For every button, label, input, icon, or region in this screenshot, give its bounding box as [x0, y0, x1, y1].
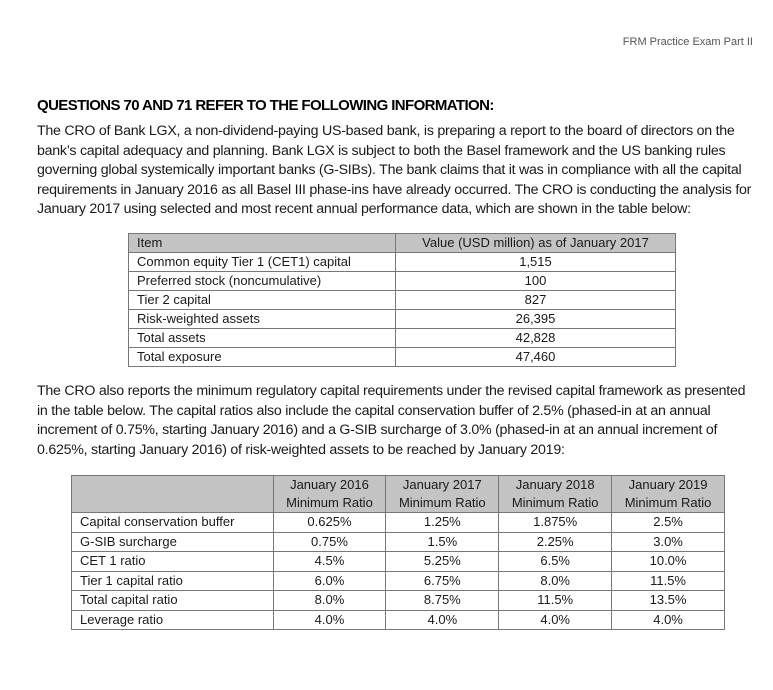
column-header-2019	[612, 476, 725, 513]
table-header-row	[129, 234, 676, 253]
row-label: G-SIB surcharge	[72, 532, 274, 552]
header-line2: Minimum Ratio	[511, 495, 599, 510]
column-header-blank	[72, 476, 274, 513]
intro-text: The CRO of Bank LGX, a non-dividend-paying US-based bank, is preparing a report to the board of directors on the bank’s capital adequacy and planning. Bank LGX is subject to both the Basel framework and the US banking rules governing global systemically important banks (G-SIBs). The bank claims that it was in compliance with all the capital requirements in January 2016 as all Basel III phase-ins have already occurred. The CRO is conducting the analysis for January 2017 using selected and most recent annual performance data, which are shown in the table below:	[37, 123, 752, 218]
header-line2: Minimum Ratio	[286, 495, 373, 510]
row-label: Leverage ratio	[72, 610, 274, 630]
bank-data-table	[128, 233, 676, 367]
cell-2016: 6.0%	[273, 571, 386, 591]
table-row	[129, 310, 676, 329]
followup-text: The CRO also reports the minimum regulatory capital requirements under the revised capital framework as presented in the table below. The capital ratios also include the capital conservation buffer of 2.5% (phased-in at an annual increment of 0.75%, starting January 2016) and a G-SIB surcharge of 3.0% (phased-in at an annual increment of 0.625%, starting January 2016) of risk-weighted assets to be reached by January 2019:	[37, 383, 746, 458]
row-label: Risk-weighted assets	[129, 310, 396, 329]
column-header-item: Item	[129, 234, 396, 253]
cell-2016: 4.0%	[273, 610, 386, 630]
row-label: Preferred stock (noncumulative)	[129, 272, 396, 291]
header-line1: January 2018	[515, 477, 595, 492]
cell-2019: 11.5%	[612, 571, 725, 591]
header-line1: January 2019	[628, 477, 708, 492]
table-row	[72, 513, 725, 533]
table-row	[72, 571, 725, 591]
table-row	[129, 253, 676, 272]
intro-paragraph	[37, 122, 757, 220]
column-header-2017	[386, 476, 499, 513]
row-label: Total exposure	[129, 348, 396, 367]
header-line2: Minimum Ratio	[624, 495, 712, 510]
cell-2017: 1.5%	[386, 532, 499, 552]
row-label: Capital conservation buffer	[72, 513, 274, 533]
cell-2018: 6.5%	[499, 552, 612, 572]
row-label: CET 1 ratio	[72, 552, 274, 572]
cell-2018: 1.875%	[499, 513, 612, 533]
cell-2017: 5.25%	[386, 552, 499, 572]
table-header-row	[72, 476, 725, 513]
table-row	[72, 552, 725, 572]
row-label: Total capital ratio	[72, 591, 274, 611]
row-label: Common equity Tier 1 (CET1) capital	[129, 253, 396, 272]
cell-2018: 4.0%	[499, 610, 612, 630]
row-label: Tier 2 capital	[129, 291, 396, 310]
cell-2017: 4.0%	[386, 610, 499, 630]
header-line1: January 2016	[290, 477, 369, 492]
cell-2017: 8.75%	[386, 591, 499, 611]
row-value: 100	[396, 272, 676, 291]
cell-2016: 8.0%	[273, 591, 386, 611]
followup-paragraph	[37, 382, 757, 460]
column-header-value: Value (USD million) as of January 2017	[396, 234, 676, 253]
page-header: FRM Practice Exam Part II	[622, 36, 753, 48]
table-row	[72, 610, 725, 630]
cell-2017: 1.25%	[386, 513, 499, 533]
row-value: 26,395	[396, 310, 676, 329]
row-value: 47,460	[396, 348, 676, 367]
table-row	[129, 348, 676, 367]
header-line1: January 2017	[402, 477, 482, 492]
row-value: 1,515	[396, 253, 676, 272]
column-header-2018	[499, 476, 612, 513]
cell-2019: 2.5%	[612, 513, 725, 533]
cell-2018: 8.0%	[499, 571, 612, 591]
row-value: 827	[396, 291, 676, 310]
table-row	[129, 329, 676, 348]
cell-2016: 0.625%	[273, 513, 386, 533]
row-label: Total assets	[129, 329, 396, 348]
cell-2017: 6.75%	[386, 571, 499, 591]
cell-2019: 4.0%	[612, 610, 725, 630]
table-row	[129, 272, 676, 291]
capital-ratio-table	[71, 475, 725, 630]
section-heading: QUESTIONS 70 AND 71 REFER TO THE FOLLOWING INFORMATION:	[37, 97, 494, 114]
cell-2016: 4.5%	[273, 552, 386, 572]
header-line2: Minimum Ratio	[398, 495, 486, 510]
cell-2019: 13.5%	[612, 591, 725, 611]
cell-2019: 10.0%	[612, 552, 725, 572]
row-value: 42,828	[396, 329, 676, 348]
cell-2016: 0.75%	[273, 532, 386, 552]
cell-2018: 2.25%	[499, 532, 612, 552]
table-row	[72, 532, 725, 552]
cell-2019: 3.0%	[612, 532, 725, 552]
column-header-2016	[273, 476, 386, 513]
cell-2018: 11.5%	[499, 591, 612, 611]
table-row	[72, 591, 725, 611]
table-row	[129, 291, 676, 310]
row-label: Tier 1 capital ratio	[72, 571, 274, 591]
